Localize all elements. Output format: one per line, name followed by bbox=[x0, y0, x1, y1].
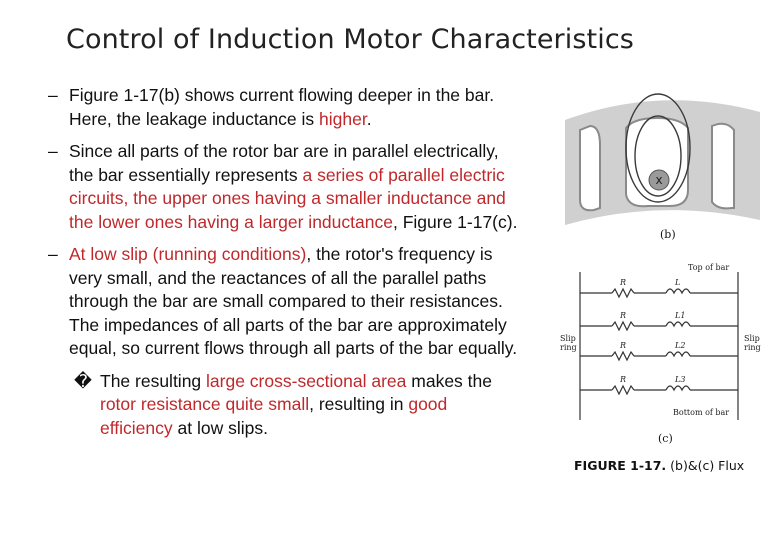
highlight-segment: good efficiency bbox=[100, 394, 448, 438]
bullet-segment: , resulting in bbox=[309, 394, 409, 414]
inductor-label-4: L3 bbox=[675, 375, 686, 384]
bullet-segment: The resulting bbox=[100, 370, 207, 391]
figure-label-b: (b) bbox=[660, 228, 676, 241]
bottom-of-bar-label: Bottom of bar bbox=[673, 408, 730, 417]
sub-bullet-item bbox=[44, 370, 524, 441]
bullet-segment: . bbox=[366, 108, 372, 129]
bullet-segment: Figure 1-17(b) shows current flowing deeper in the bar. Here, the leakage inductance is bbox=[69, 85, 495, 129]
figure-1-17 bbox=[560, 90, 770, 490]
figure-caption bbox=[574, 458, 744, 473]
inductor-label-2: L1 bbox=[675, 311, 686, 320]
branch-2 bbox=[580, 322, 738, 330]
caption-figure-number: FIGURE 1-17. bbox=[574, 458, 667, 473]
current-x-mark: x bbox=[655, 173, 663, 187]
figure-drawing bbox=[560, 90, 770, 460]
bullet-item bbox=[44, 84, 524, 131]
rotor-bar-cross-section bbox=[565, 94, 760, 225]
inductor-label-3: L2 bbox=[675, 341, 686, 350]
highlight-segment: a series of parallel electric circuits, the upper ones having a smaller inductance and the lower ones having a larger inductance bbox=[69, 164, 506, 232]
bullet-segment: , Figure 1-17(c). bbox=[392, 211, 518, 232]
equivalent-circuit bbox=[580, 272, 738, 420]
rotor-slot-left bbox=[580, 126, 600, 210]
caption-text: (b)&(c) Flux bbox=[666, 458, 745, 473]
bullet-segment: , the rotor's frequency is very small, and the reactances of all the parallel paths through the bar are small compared to their resistances. The impedances of all parts of the bar are approximately equal, so current flows through all parts of the bar equally. bbox=[69, 244, 518, 358]
slide-title: Control of Induction Motor Characteristics bbox=[66, 24, 634, 55]
sub-bullet-symbol: � bbox=[74, 370, 92, 391]
bullet-dash: – bbox=[48, 244, 58, 264]
highlight-segment: At low slip (running conditions) bbox=[69, 244, 307, 264]
branch-3 bbox=[580, 352, 738, 360]
slip-ring-left-label: Slip ring bbox=[560, 334, 577, 352]
resistor-label-3: R bbox=[620, 341, 627, 350]
branch-4 bbox=[580, 386, 738, 394]
slip-ring-right-label: Slip ring bbox=[744, 334, 761, 352]
inductor-label-1: L bbox=[675, 278, 681, 287]
branch-1 bbox=[580, 289, 738, 297]
rotor-slot-right bbox=[712, 124, 734, 209]
resistor-label-4: R bbox=[620, 375, 627, 384]
bullet-dash: – bbox=[48, 85, 58, 105]
resistor-label-2: R bbox=[620, 311, 627, 320]
highlight-segment: rotor resistance quite small bbox=[100, 394, 310, 414]
bullet-segment: makes the bbox=[406, 370, 493, 391]
bullet-segment: Since all parts of the rotor bar are in parallel electrically, the bar essentially represents bbox=[69, 141, 499, 185]
bullet-item bbox=[44, 140, 524, 234]
top-of-bar-label: Top of bar bbox=[688, 263, 730, 272]
highlight-segment: higher bbox=[319, 108, 367, 129]
bullet-dash: – bbox=[48, 141, 58, 161]
highlight-segment: large cross-sectional area bbox=[206, 370, 407, 391]
resistor-label-1: R bbox=[620, 278, 627, 287]
bullet-list bbox=[44, 84, 524, 440]
bullet-segment: at low slips. bbox=[172, 417, 268, 438]
bullet-item bbox=[44, 243, 524, 361]
figure-label-c: (c) bbox=[658, 432, 673, 445]
